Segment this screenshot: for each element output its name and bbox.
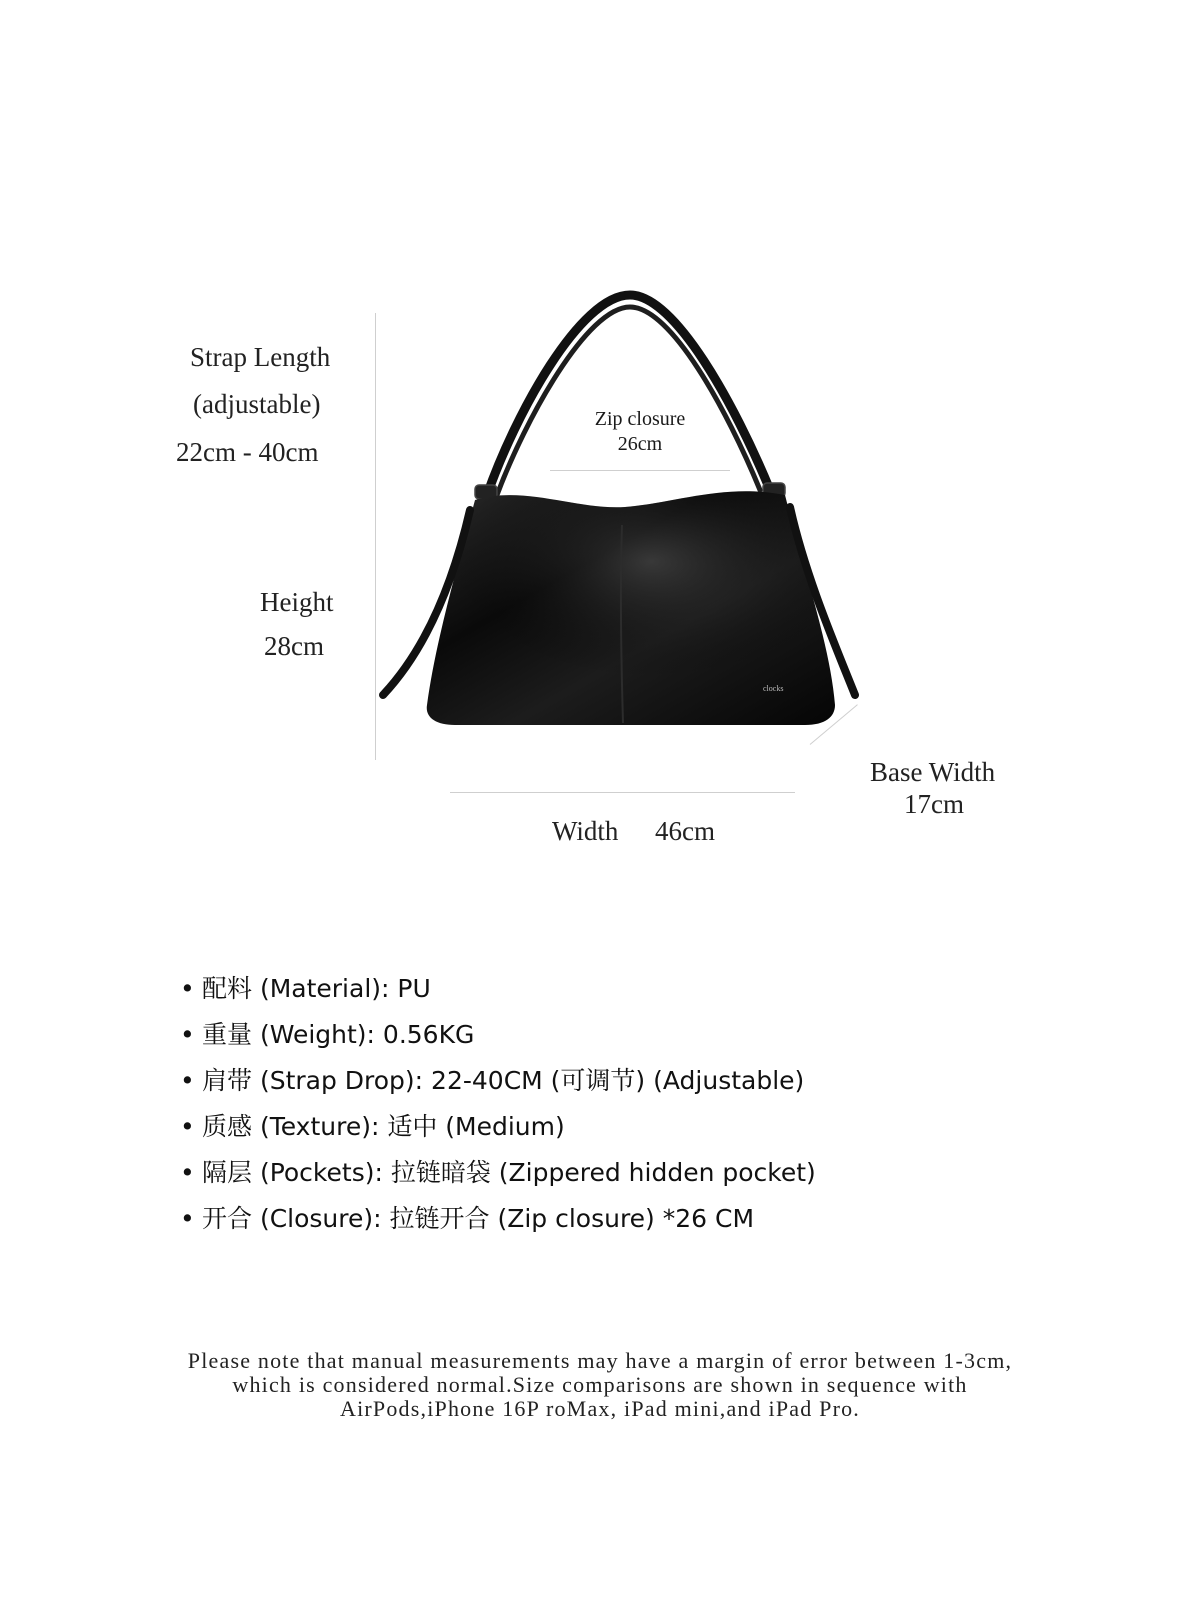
- spec-item-weight: • 重量 (Weight): 0.56KG: [180, 1020, 475, 1049]
- spec-item-material: • 配料 (Material): PU: [180, 974, 431, 1003]
- brand-mark: clocks: [763, 684, 784, 693]
- width-measure-line: [450, 792, 795, 793]
- spec-list: [180, 966, 816, 1242]
- base-width-value: 17cm: [904, 789, 964, 819]
- handbag-image: [375, 285, 885, 740]
- base-width-title: Base Width: [870, 757, 996, 787]
- strap-length-title: Strap Length: [190, 342, 331, 372]
- strap-length-note: (adjustable): [193, 389, 321, 419]
- note-line: which is considered normal.Size comparisons are shown in sequence with: [232, 1372, 968, 1397]
- strap-shape: [487, 295, 770, 495]
- height-value: 28cm: [264, 631, 324, 661]
- note-line: AirPods,iPhone 16P roMax, iPad mini,and iPad Pro.: [340, 1396, 860, 1421]
- measurement-note: [120, 1349, 1080, 1421]
- height-title: Height: [260, 587, 334, 617]
- spec-item-pockets: • 隔层 (Pockets): 拉链暗袋 (Zippered hidden pocket): [180, 1158, 816, 1187]
- strap-length-value: 22cm - 40cm: [176, 437, 319, 467]
- spec-item-strap-drop: • 肩带 (Strap Drop): 22-40CM (可调节) (Adjustable): [180, 1066, 805, 1095]
- spec-item-closure: • 开合 (Closure): 拉链开合 (Zip closure) *26 CM: [180, 1204, 755, 1233]
- note-line: Please note that manual measurements may have a margin of error between 1-3cm,: [187, 1348, 1013, 1373]
- zip-closure-value: 26cm: [617, 433, 663, 455]
- width-value: 46cm: [655, 816, 715, 846]
- spec-item-texture: • 质感 (Texture): 适中 (Medium): [180, 1112, 565, 1141]
- zip-closure-title: Zip closure: [594, 408, 686, 430]
- width-title: Width: [552, 816, 619, 846]
